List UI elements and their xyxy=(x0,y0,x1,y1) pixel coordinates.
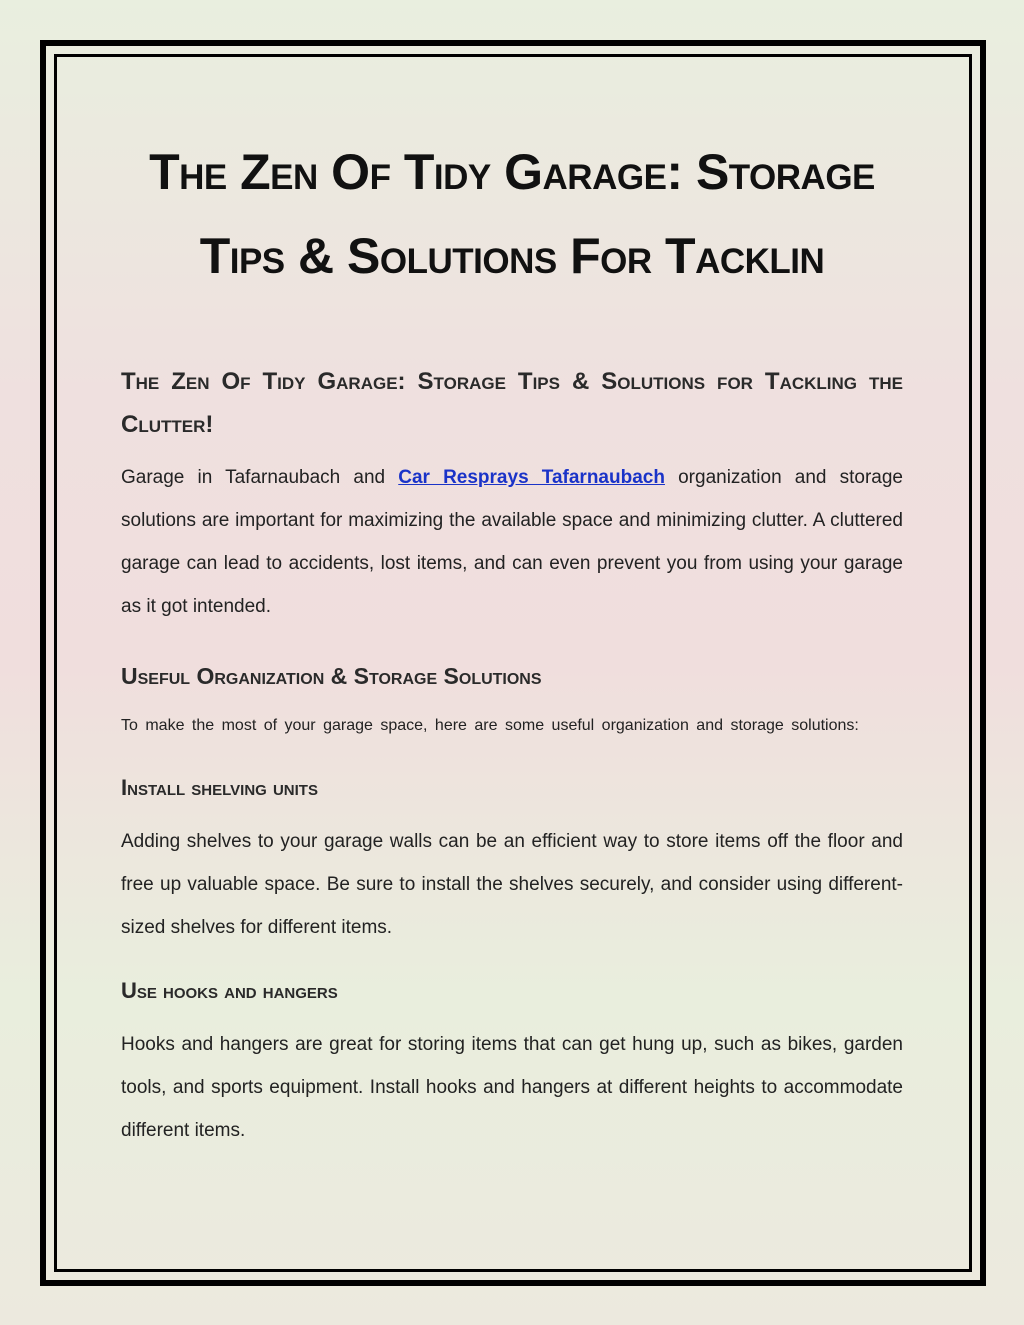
hooks-text: Hooks and hangers are great for storing items that can get hung up, such as bikes, garden tools, and sports equipment. Install hooks and hangers at different heights to accommodate different items. xyxy=(121,1034,903,1141)
intro-text-before: Garage in Tafarnaubach and xyxy=(121,467,399,488)
useful-solutions-text: To make the most of your garage space, here are some useful organization and storage solutions: xyxy=(121,717,859,734)
document-content xyxy=(121,130,903,1152)
shelving-text: Adding shelves to your garage walls can be an efficient way to store items off the floor and free up valuable space. Be sure to install the shelves securely, and consider using different-sized shelves for different items. xyxy=(121,831,903,938)
main-heading: The Zen Of Tidy Garage: Storage Tips & Solutions for Tackling the Clutter! xyxy=(121,368,903,438)
shelving-heading: Install shelving units xyxy=(121,775,318,800)
document-title: The Zen Of Tidy Garage: Storage Tips & Solutions For Tacklin xyxy=(149,144,875,284)
hooks-heading: Use hooks and hangers xyxy=(121,978,338,1003)
car-resprays-link[interactable]: Car Resprays Tafarnaubach xyxy=(398,467,665,488)
useful-solutions-heading: Useful Organization & Storage Solutions xyxy=(121,663,542,689)
intro-text-after: organization and storage solutions are important for maximizing the available space and minimizing clutter. A cluttered garage can lead to accidents, lost items, and can even prevent you from using your garage as it got intended. xyxy=(121,467,903,617)
intro-paragraph xyxy=(121,456,903,628)
